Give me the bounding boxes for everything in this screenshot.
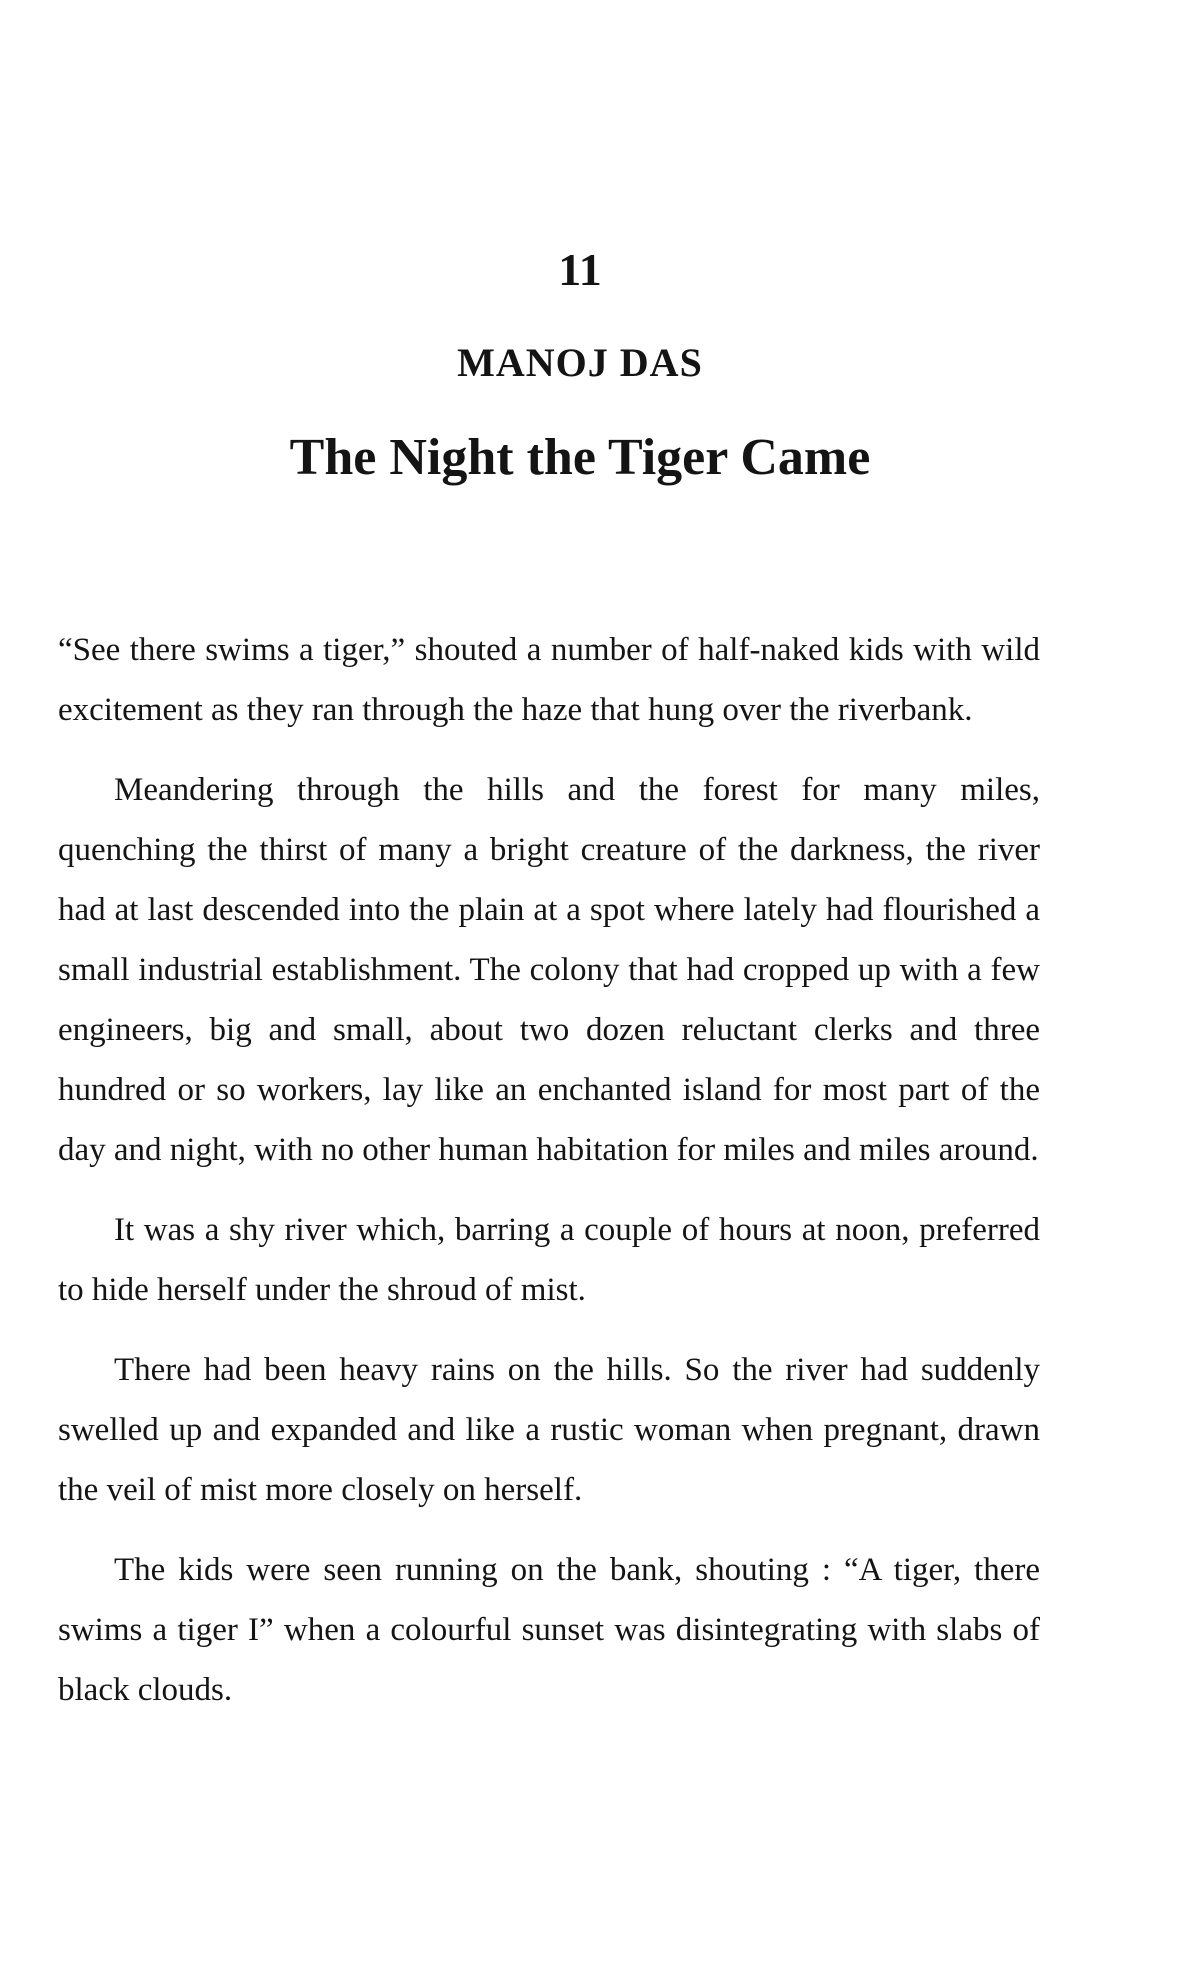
chapter-title: The Night the Tiger Came: [289, 429, 871, 486]
paragraph: The kids were seen running on the bank, shouting : “A tiger, there swims a tiger I” when a colourful sunset was disintegrating with slabs of black clouds.: [58, 1552, 1040, 1708]
paragraph: “See there swims a tiger,” shouted a number of half-naked kids with wild excitement as they ran through the haze that hung over the riverbank.: [58, 632, 1040, 728]
paragraph: There had been heavy rains on the hills. So the river had suddenly swelled up and expanded and like a rustic woman when pregnant, drawn the veil of mist more closely on herself.: [58, 1352, 1040, 1508]
story-body: [58, 620, 1040, 1740]
paragraph: Meandering through the hills and the forest for many miles, quenching the thirst of many a bright creature of the darkness, the river had at last descended into the plain at a spot where lately had flourished a small industrial establishment. The colony that had cropped up with a few engineers, big and small, about two dozen reluctant clerks and three hundred or so workers, lay like an enchanted island for most part of the day and night, with no other human habitation for miles and miles around.: [58, 772, 1040, 1168]
paragraph: It was a shy river which, barring a couple of hours at noon, preferred to hide herself under the shroud of mist.: [58, 1212, 1040, 1308]
chapter-number: 11: [558, 244, 602, 295]
author-name: MANOJ DAS: [457, 340, 703, 385]
